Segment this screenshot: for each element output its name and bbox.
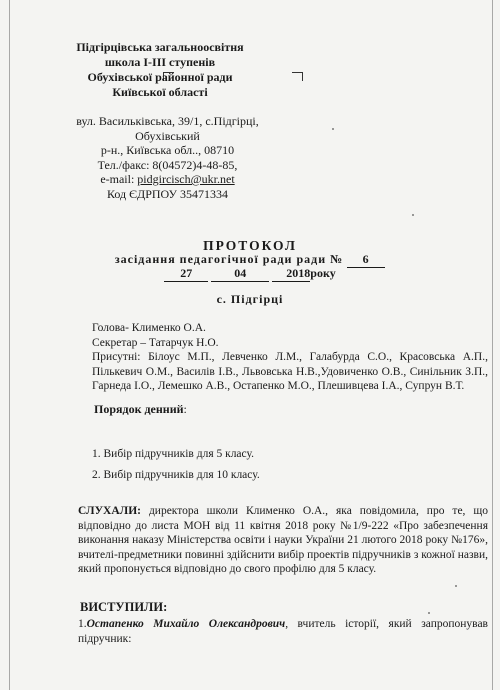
attendees-block (78, 321, 488, 394)
address-phone: Тел./факс: 8(04572)4-48-85, (97, 157, 238, 172)
address-street: вул. Васильківська, 39/1, с.Підгірці, (76, 114, 259, 128)
speaker-number: 1. (78, 618, 87, 630)
heard-section (78, 504, 488, 577)
protocol-place: с. Підгірці (216, 292, 284, 306)
heard-label: СЛУХАЛИ: (78, 505, 141, 517)
secretary-line: Секретар – Татарчук Н.О. (92, 336, 219, 349)
chair-line: Голова- Клименко О.А. (92, 322, 206, 334)
agenda-item: 2. Вибір підручників для 10 класу. (92, 469, 260, 481)
speaker-entry (78, 617, 488, 646)
address-district: Обухівський (135, 128, 200, 143)
speaker-name: Остапенко Михайло Олександрович (86, 618, 286, 630)
date-year-suffix: року (310, 266, 336, 280)
school-level-line: школа І-ІІІ ступенів (104, 55, 216, 69)
scan-speck (428, 612, 430, 614)
school-address (60, 114, 275, 201)
school-header (60, 40, 260, 100)
protocol-title: ПРОТОКОЛ (203, 238, 297, 253)
protocol-number: 6 (347, 252, 385, 268)
scan-edge-right (492, 0, 493, 690)
date-day: 27 (164, 266, 208, 282)
region-line: Київської області (112, 85, 208, 99)
scan-edge-left (9, 0, 10, 690)
present-list: Присутні: Білоус М.П., Левченко Л.М., Галабурда С.О., Красовська А.П., Пількевич О.М., Василів І.В., Львовська Н.В.,Удовиченко О.В., Синільник З.П., Гарнеда І.О., Лемешко А.В., Остапенко М.О., Плешивцева І.А., Супрун В.Т. (92, 351, 488, 392)
meeting-name: засідання педагогічної ради ради № (114, 252, 344, 266)
address-postal: р-н., Київська обл.., 08710 (100, 143, 235, 157)
district-council-line: Обухівської районної ради (87, 70, 233, 84)
scan-speck (332, 128, 334, 130)
speaker-text: , вчитель історії, який запропонував підручник: (78, 618, 488, 645)
address-email-row (60, 172, 275, 187)
scan-speck (412, 214, 414, 216)
agenda-heading-text: Порядок денний (94, 402, 184, 416)
stamp-corner-mark (292, 72, 303, 81)
email-link[interactable]: pidgircisch@ukr.net (137, 172, 235, 186)
date-year: 2018 (272, 266, 310, 282)
heard-text: директора школи Клименко О.А., яка повідомила, про те, що відповідно до листа МОН від 11 квітня 2018 року №1/9-222 «Про забезпечення виконання наказу Міністерства освіти і науки України 21 лютого 2018 року №176», вчителі-предметники повинні здійснити вибір проектів підручників з кожної назви, який пропонується відповідно до свого профілю для 5 класу. (78, 505, 488, 575)
scan-speck (455, 585, 457, 587)
date-month: 04 (211, 266, 269, 282)
school-name-line: Підгірцівська загальноосвітня (76, 40, 244, 54)
agenda-heading (94, 402, 187, 417)
email-label: e-mail: (100, 172, 138, 186)
protocol-date (0, 266, 500, 282)
speakers-heading: ВИСТУПИЛИ: (80, 600, 168, 614)
edrpou-code: Код ЄДРПОУ 35471334 (106, 186, 229, 201)
agenda-heading-colon: : (183, 402, 187, 416)
agenda-item: 1. Вибір підручників для 5 класу. (92, 448, 254, 460)
agenda-list (92, 444, 260, 486)
